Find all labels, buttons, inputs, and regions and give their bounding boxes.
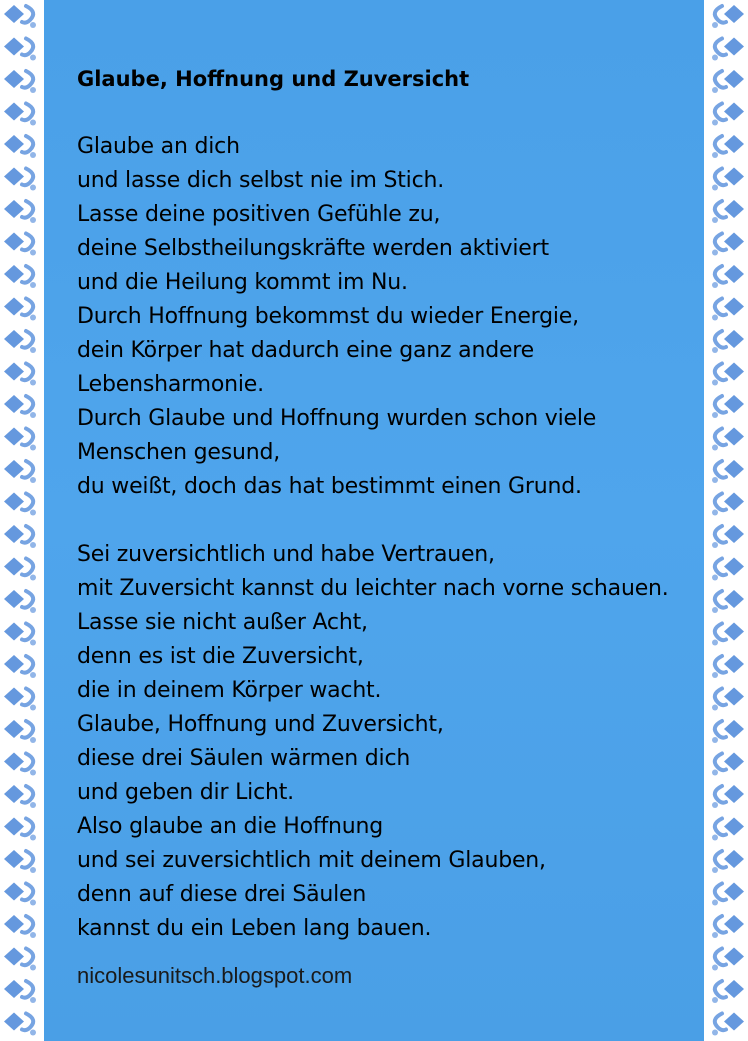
chain-link-ornament <box>4 38 36 61</box>
chain-link-ornament <box>712 233 744 256</box>
poem-line: und lasse dich selbst nie im Stich. <box>77 168 445 193</box>
chain-link-ornament <box>4 395 36 418</box>
chain-link-ornament <box>4 298 36 321</box>
poem-line: Sei zuversichtlich und habe Vertrauen, <box>77 542 495 567</box>
chain-link-ornament <box>4 720 36 743</box>
chain-link-ornament <box>712 753 744 776</box>
poem-line: kannst du ein Leben lang bauen. <box>77 916 432 941</box>
chain-ornament-right <box>704 0 748 1041</box>
poem-line: und geben dir Licht. <box>77 780 294 805</box>
poem-line: denn auf diese drei Säulen <box>77 882 367 907</box>
chain-link-ornament <box>4 135 36 158</box>
chain-link-ornament <box>712 590 744 613</box>
right-decorative-border <box>704 0 748 1041</box>
chain-link-ornament <box>712 363 744 386</box>
chain-link-ornament <box>4 558 36 581</box>
poem-line: Also glaube an die Hoffnung <box>77 814 383 839</box>
chain-link-ornament <box>4 493 36 516</box>
poem-line: Glaube, Hoffnung und Zuversicht, <box>77 712 444 737</box>
chain-link-ornament <box>712 200 744 223</box>
chain-link-ornament <box>712 70 744 93</box>
chain-link-ornament <box>4 590 36 613</box>
poem-line: und sei zuversichtlich mit deinem Glauben, <box>77 848 546 873</box>
chain-link-ornament <box>4 850 36 873</box>
chain-link-ornament <box>4 623 36 646</box>
chain-link-ornament <box>4 980 36 1003</box>
chain-link-ornament <box>4 883 36 906</box>
chain-link-ornament <box>712 298 744 321</box>
poem-line: Durch Glaube und Hoffnung wurden schon viele <box>77 406 597 431</box>
chain-link-ornament <box>712 1013 744 1036</box>
chain-link-ornament <box>712 623 744 646</box>
chain-link-ornament <box>4 330 36 353</box>
stanza-2 <box>77 538 707 946</box>
chain-link-ornament <box>712 135 744 158</box>
poem-line: Lasse deine positiven Gefühle zu, <box>77 202 441 227</box>
chain-link-ornament <box>712 265 744 288</box>
poem-content <box>77 62 707 946</box>
poem-line: Durch Hoffnung bekommst du wieder Energie, <box>77 304 579 329</box>
blog-url: nicolesunitsch.blogspot.com <box>77 963 353 988</box>
chain-link-ornament <box>4 70 36 93</box>
chain-link-ornament <box>712 915 744 938</box>
chain-link-ornament <box>4 200 36 223</box>
chain-link-ornament <box>712 525 744 548</box>
chain-link-ornament <box>712 980 744 1003</box>
poem-line: deine Selbstheilungskräfte werden aktiviert <box>77 236 549 261</box>
chain-link-ornament <box>4 103 36 126</box>
chain-link-ornament <box>712 38 744 61</box>
chain-link-ornament <box>712 720 744 743</box>
chain-link-ornament <box>712 883 744 906</box>
chain-link-ornament <box>712 330 744 353</box>
poem-line: denn es ist die Zuversicht, <box>77 644 364 669</box>
chain-link-ornament <box>4 525 36 548</box>
poem-line: du weißt, doch das hat bestimmt einen Grund. <box>77 474 582 499</box>
chain-link-ornament <box>4 428 36 451</box>
stanza-1 <box>77 130 707 504</box>
poem-title: Glaube, Hoffnung und Zuversicht <box>77 67 470 91</box>
chain-link-ornament <box>712 818 744 841</box>
chain-link-ornament <box>4 753 36 776</box>
chain-ornament-left <box>0 0 44 1041</box>
poem-line: die in deinem Körper wacht. <box>77 678 382 703</box>
chain-link-ornament <box>4 915 36 938</box>
chain-link-ornament <box>4 818 36 841</box>
chain-link-ornament <box>4 265 36 288</box>
chain-link-ornament <box>4 785 36 808</box>
chain-link-ornament <box>712 688 744 711</box>
chain-link-ornament <box>712 5 744 28</box>
poem-line: und die Heilung kommt im Nu. <box>77 270 408 295</box>
chain-link-ornament <box>712 428 744 451</box>
chain-link-ornament <box>4 1013 36 1036</box>
chain-link-ornament <box>4 655 36 678</box>
chain-link-ornament <box>712 948 744 971</box>
chain-link-ornament <box>712 493 744 516</box>
chain-link-ornament <box>4 363 36 386</box>
poem-line: diese drei Säulen wärmen dich <box>77 746 411 771</box>
poem-line: Glaube an dich <box>77 134 240 159</box>
chain-link-ornament <box>4 460 36 483</box>
chain-link-ornament <box>712 395 744 418</box>
poem-line: dein Körper hat dadurch eine ganz andere <box>77 338 534 363</box>
chain-link-ornament <box>4 5 36 28</box>
chain-link-ornament <box>712 655 744 678</box>
chain-link-ornament <box>712 850 744 873</box>
chain-link-ornament <box>4 948 36 971</box>
chain-link-ornament <box>712 103 744 126</box>
chain-link-ornament <box>712 460 744 483</box>
poem-line: Menschen gesund, <box>77 440 281 465</box>
poem-line: Lebensharmonie. <box>77 372 264 397</box>
chain-link-ornament <box>712 168 744 191</box>
chain-link-ornament <box>4 233 36 256</box>
poem-line: Lasse sie nicht außer Acht, <box>77 610 368 635</box>
chain-link-ornament <box>712 785 744 808</box>
poem-line: mit Zuversicht kannst du leichter nach vorne schauen. <box>77 576 669 601</box>
chain-link-ornament <box>4 688 36 711</box>
chain-link-ornament <box>4 168 36 191</box>
left-decorative-border <box>0 0 44 1041</box>
chain-link-ornament <box>712 558 744 581</box>
